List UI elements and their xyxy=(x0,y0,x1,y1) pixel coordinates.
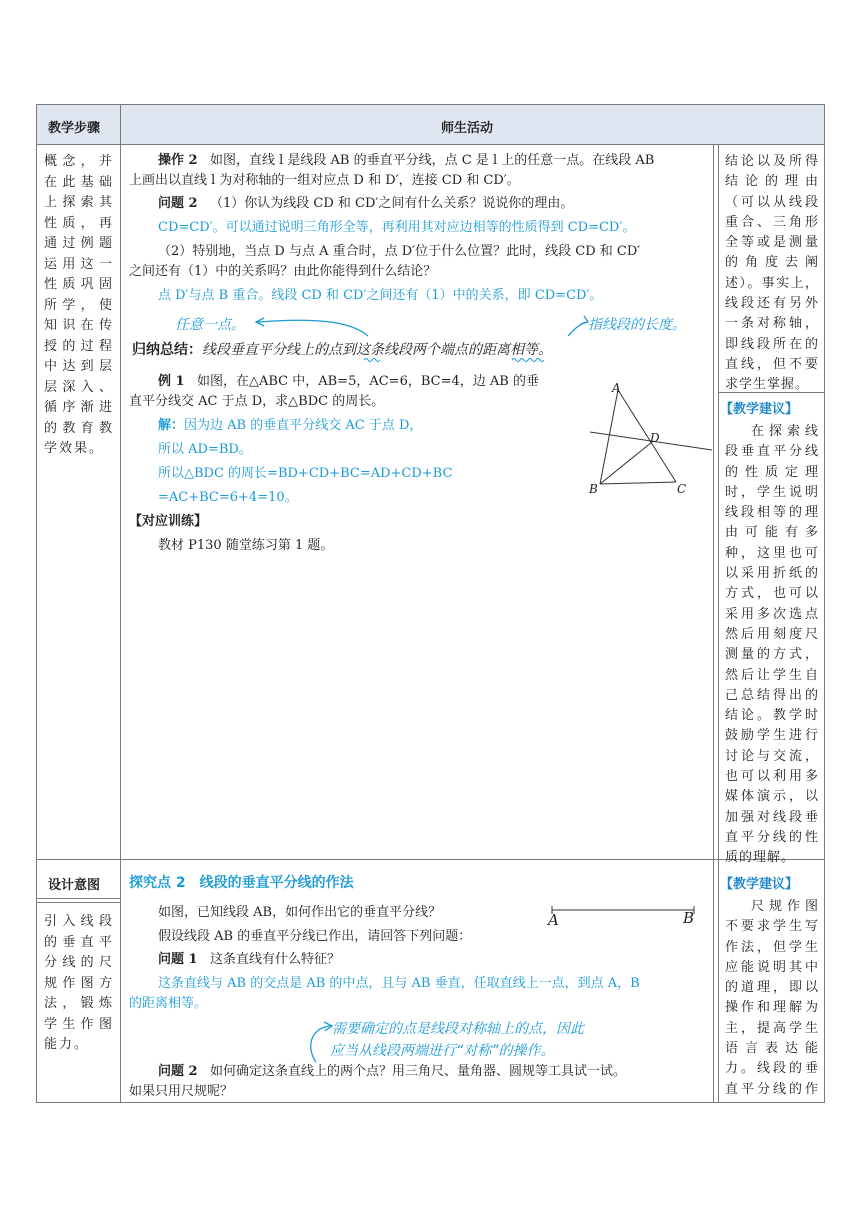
design-divider-2 xyxy=(36,902,121,903)
sec2-a1-line-1: 这条直线与 AB 的交点是 AB 的中点，且与 AB 垂直，任取直线上一点，到点 A，B xyxy=(158,976,640,991)
sidebar-border-top2 xyxy=(718,144,719,859)
fig-label-A: A xyxy=(612,381,621,395)
table-border-header xyxy=(36,144,825,145)
right-note-3: 尺规作图 不要求学生写 作法，但学生 应能说明其中 的道理，即以 操作和理解为 主，提高学生 语言表达能 力。线段的垂 直平分线的作 xyxy=(725,899,819,1097)
summary-label: 归纳总结： xyxy=(132,342,202,358)
table-border-top xyxy=(36,104,825,105)
sec2-q2-line-1: 问题 2 如何确定这条直线上的两个点？用三角尺、量角器、圆规等工具试一试。 xyxy=(158,1064,626,1079)
left-column-text: 概念，并 在此基础 上探索其 性质，再 通过例题 运用这一 性质巩固 所学，使 知识在传 授的过程 中达到层 层深入、 循序渐进 的教育教 学效果。 xyxy=(44,154,114,456)
q2-answer-2: 点 D′与点 B 重合。线段 CD 和 CD′之间还有（1）中的关系，即 CD=CD′。 xyxy=(158,288,603,303)
design-intent-label: 设计意图 xyxy=(48,878,101,893)
teaching-tip-label-2: 【教学建议】 xyxy=(720,877,799,892)
table-border-bottom xyxy=(36,1102,825,1103)
q2-line-1: 问题 2 （1）你认为线段 CD 和 CD′之间有什么关系？说说你的理由。 xyxy=(158,196,574,211)
handwritten-note-symmetry-1: 需要确定的点是线段对称轴上的点，因此 xyxy=(332,1021,584,1037)
segment-label-A: A xyxy=(548,911,559,929)
right-note-2: 在探索线 段垂直平分线 的性质定理 时，学生说明 线段相等的理 由可能有多 种，这里也可 以采用折纸的 方式，也可以 采用多次选点 然后用刻度尺 测量的方式， 然后让学生自 己总结得出的 结论。教学时 鼓励学生进行 讨论与交流， 也可以利用多 媒体演示，以 加强对线段垂 直平分线的性 质的理解。 xyxy=(725,424,819,866)
ex1-line-2: 直平分线交 AC 于点 D，求△BDC 的周长。 xyxy=(129,394,385,409)
table-border-col1 xyxy=(120,104,121,1103)
sec2-q1: 问题 1 这条直线有什么特征？ xyxy=(158,952,340,967)
table-border-mid xyxy=(36,859,825,860)
summary-text: 线段垂直平分线上的点到这条线段两个端点的距离相等。 xyxy=(202,342,552,358)
fig-label-D: D xyxy=(650,431,660,445)
ex1-solution-1: 解：因为边 AB 的垂直平分线交 AC 于点 D， xyxy=(158,418,423,433)
ex1-solution-3: 所以△BDC 的周长=BD+CD+BC=AD+CD+BC xyxy=(158,466,453,481)
q2-line-3: 之间还有（1）中的关系吗？由此你能得到什么结论？ xyxy=(129,264,437,279)
sec2-a1-line-2: 的距离相等。 xyxy=(129,996,208,1011)
fig-label-B: B xyxy=(589,482,598,496)
sidebar-border-bot1 xyxy=(713,860,714,1102)
op2-line-2: 上画出以直线 l 为对称轴的一组对应点 D 和 D′，连接 CD 和 CD′。 xyxy=(129,173,520,188)
header-step: 教学步骤 xyxy=(48,121,101,136)
ex1-line-1: 例 1 如图，在△ABC 中，AB=5，AC=6，BC=4，边 AB 的垂 xyxy=(158,374,539,389)
sec2-line-1: 如图，已知线段 AB，如何作出它的垂直平分线？ xyxy=(158,905,442,920)
sidebar-border-top1 xyxy=(713,144,714,859)
handwritten-note-symmetry-2: 应当从线段两端进行“对称”的操作。 xyxy=(330,1043,555,1059)
segment-label-B: B xyxy=(683,909,695,927)
summary-wavy-underlines xyxy=(360,356,560,364)
table-border-left xyxy=(36,104,37,1103)
training-text: 教材 P130 随堂练习第 1 题。 xyxy=(158,538,334,553)
op2-line-1: 操作 2 如图，直线 l 是线段 AB 的垂直平分线，点 C 是 l 上的任意一点。在线段 AB xyxy=(158,153,655,168)
section-title-2: 探究点 2 线段的垂直平分线的作法 xyxy=(129,875,354,891)
sec2-q2-line-2: 如果只用尺规呢？ xyxy=(129,1084,234,1099)
design-divider xyxy=(36,898,121,899)
header-activity: 师生活动 xyxy=(441,121,494,136)
handwritten-note-length: 指线段的长度。 xyxy=(588,317,686,333)
table-border-right xyxy=(824,104,825,1103)
sec2-line-2: 假设线段 AB 的垂直平分线已作出，请回答下列问题： xyxy=(158,929,472,944)
q2-answer-1: CD=CD′。可以通过说明三角形全等，再利用其对应边相等的性质得到 CD=CD′。 xyxy=(158,220,636,235)
header-row-bg xyxy=(36,104,824,144)
teaching-tip-label-1: 【教学建议】 xyxy=(720,402,799,417)
training-title: 【对应训练】 xyxy=(129,514,208,529)
segment-ab-figure xyxy=(548,902,698,916)
right-note-1: 结论以及所得 结论的理由 （可以从线段 重合、三角形 全等或是测量 的角度去阐 述）。事实上， 线段还有另外 一条对称轴， 即线段所在的 直线，但不要 求学生掌握。 xyxy=(725,154,819,393)
ex1-solution-4: =AC+BC=6+4=10。 xyxy=(158,490,298,505)
q2-line-2: （2）特别地，当点 D 与点 A 重合时，点 D′位于什么位置？此时，线段 CD 和 CD′ xyxy=(158,244,641,259)
sidebar-border-bot2 xyxy=(718,860,719,1102)
fig-label-C: C xyxy=(677,482,687,496)
ex1-solution-2: 所以 AD=BD。 xyxy=(158,442,252,457)
note-bracket xyxy=(296,1018,336,1068)
design-intent-text: 引入线段 的垂直平 分线的尺 规作图方 法，锻炼 学生作图 能力。 xyxy=(44,914,114,1052)
handwritten-note-any-point: 任意一点。 xyxy=(175,317,245,333)
